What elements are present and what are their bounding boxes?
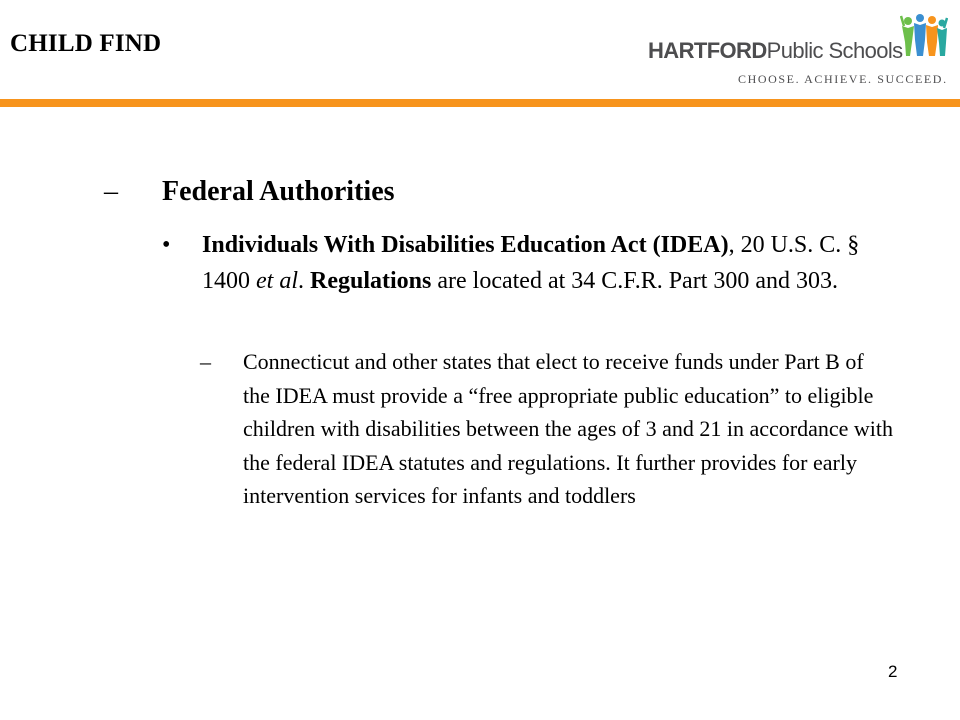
logo-tagline: CHOOSE. ACHIEVE. SUCCEED. xyxy=(738,72,948,86)
regulations-label: Regulations xyxy=(310,268,432,294)
connecticut-paragraph: Connecticut and other states that elect to receive funds under Part B of the IDEA must provide a “free appropriate public education” to eligible children with disabilities between the ages of 3 and 21 in accordance with the federal IDEA statutes and regulations. It further provides for early intervention services for infants and toddlers xyxy=(243,349,894,508)
slide-title: CHILD FIND xyxy=(10,30,162,57)
logo-brand-regular: Public Schools xyxy=(766,38,903,63)
regulations-location: are located at 34 C.F.R. Part 300 and 303. xyxy=(431,268,839,294)
idea-paragraph xyxy=(202,227,882,299)
level1-dash: – xyxy=(104,176,118,207)
header-divider-bar xyxy=(0,99,960,107)
act-citation: , 20 U.S. C. § 1400 xyxy=(202,232,860,294)
hartford-public-schools-logo xyxy=(648,12,948,94)
act-name: Individuals With Disabilities Education Act (IDEA) xyxy=(202,232,729,258)
page-number: 2 xyxy=(888,662,898,681)
bullet-marker: • xyxy=(162,232,171,258)
et-al: et al xyxy=(256,268,298,294)
federal-authorities-heading: Federal Authorities xyxy=(162,176,395,207)
citation-period: . xyxy=(298,268,310,294)
logo-brand-bold: HARTFORD xyxy=(648,38,767,63)
children-figures-icon xyxy=(900,12,948,62)
logo-brand-text xyxy=(648,38,903,64)
level3-dash: – xyxy=(200,349,211,374)
